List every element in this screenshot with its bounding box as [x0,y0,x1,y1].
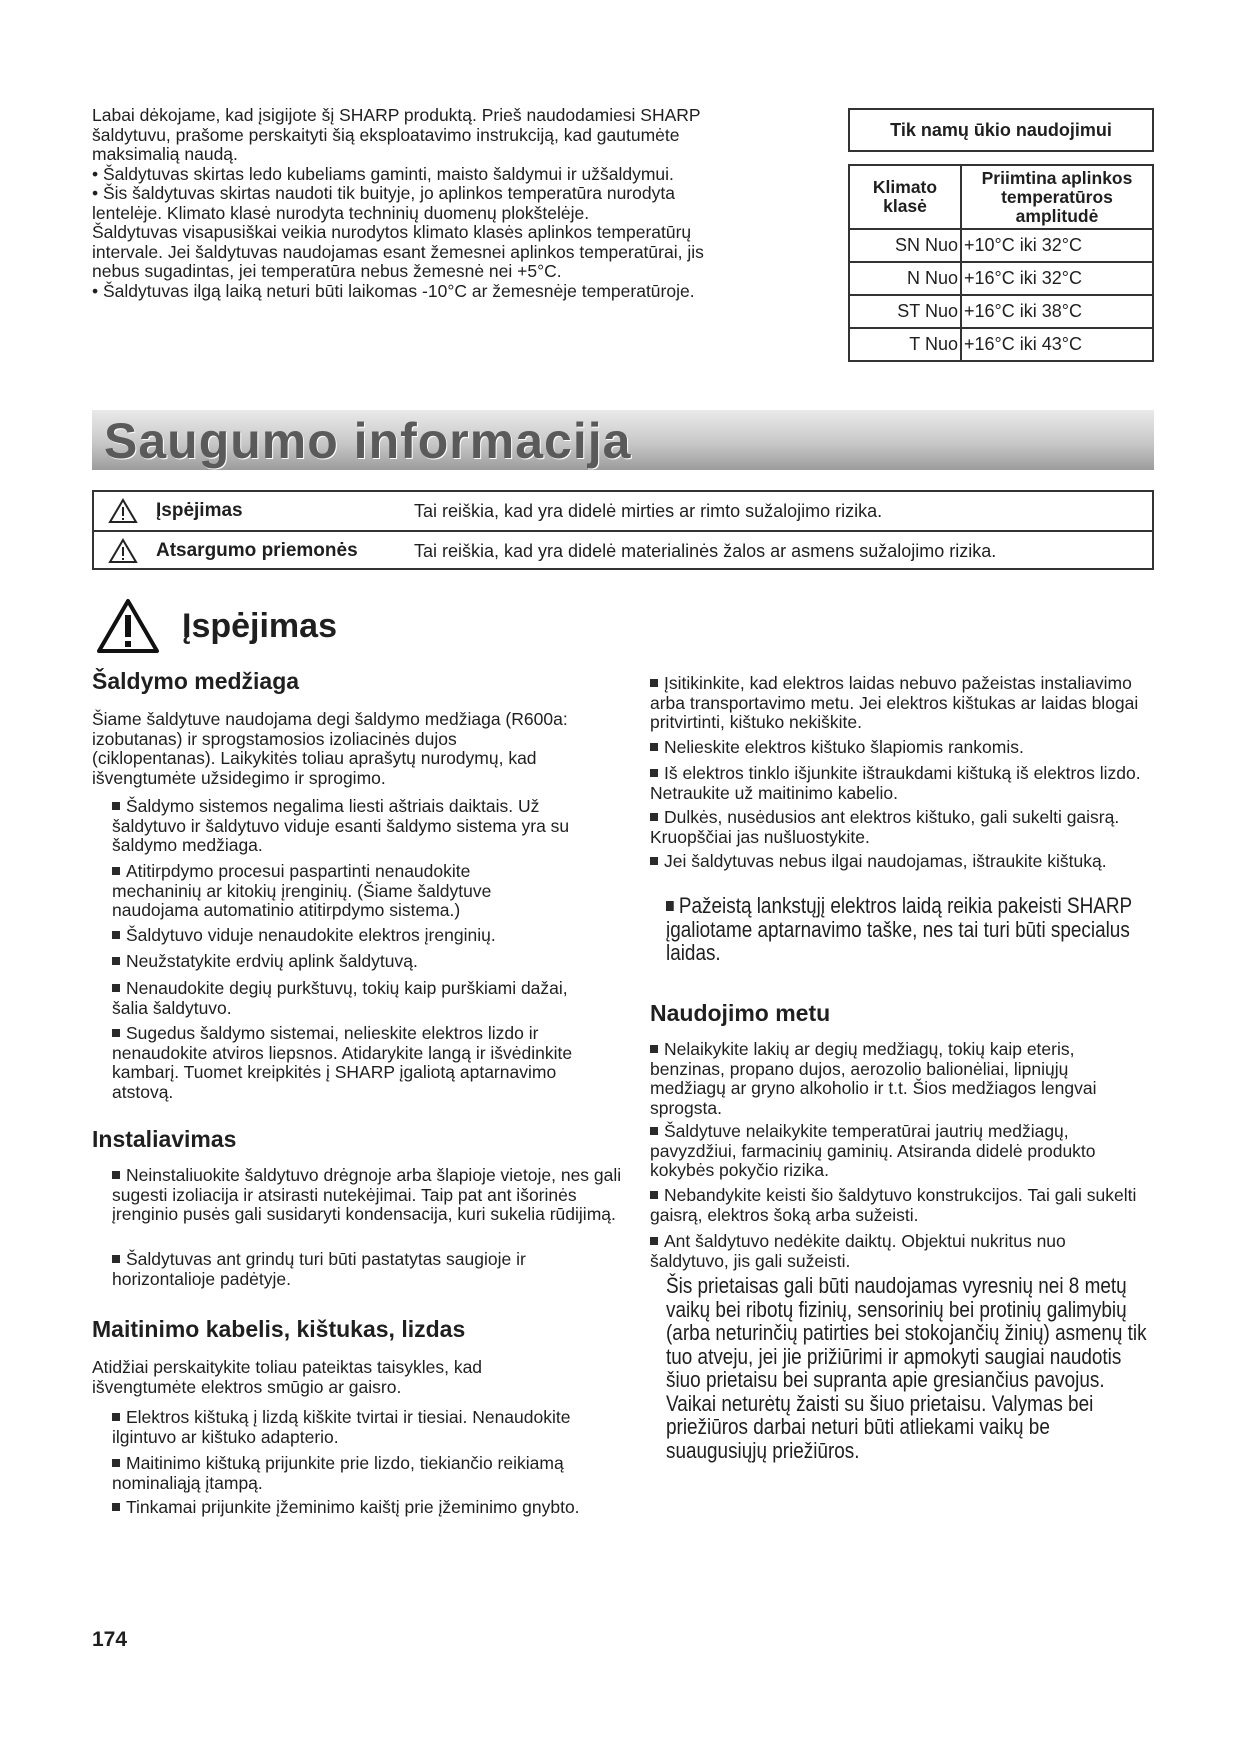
list-item: Šaldymo sistemos negalima liesti aštriais daiktais. Už šaldytuvo ir šaldytuvo viduje esanti šaldymo sistema yra su šaldymo medžiaga. [112,796,570,855]
intro-line: šaldytuvu, prašome perskaityti šią eksploatavimo instrukciją, kad gautumėte [92,124,680,145]
list-item: Nelaikykite lakių ar degių medžiagų, tokių kaip eteris, benzinas, propano dujos, aerozolio balionėliai, lipniųjų medžiagų ar gryno alkoholio ir t.t. Šios medžiagos lengvai sprogsta. [650,1039,1097,1118]
power-heading: Maitinimo kabelis, kištukas, lizdas [92,1316,466,1342]
table-cell: N Nuo [849,262,961,295]
table-cell: +16°C iki 38°C [961,295,1153,328]
table-row [849,262,1153,295]
list-item: Dulkės, nusėdusios ant elektros kištuko, gali sukelti gaisrą. Kruopščiai jas nušluostykite. [650,807,1120,847]
list-item: Sugedus šaldymo sistemai, nelieskite elektros lizdo ir nenaudokite atviros liepsnos. Atidarykite langą ir išvėdinkite kambarį. Tuomet kreipkitės į SHARP įgaliotą aptarnavimo atstovą. [112,1023,573,1102]
list-item: Iš elektros tinklo išjunkite ištraukdami kištuką iš elektros lizdo. Netraukite už maitinimo kabelio. [650,763,1141,803]
list-item: Nelieskite elektros kištuko šlapiomis rankomis. [650,738,1140,758]
warning-triangle-icon [108,538,138,564]
legend-label: Atsargumo priemonės [156,540,358,561]
refrigerant-intro: Šiame šaldytuve naudojama degi šaldymo medžiaga (R600a: izobutanas) ir sprogstamosios izoliacinės dujos (ciklopentanas). Laikykitės toliau aprašytų nurodymų, kad išvengtumėte užsidegimo ir sprogimo. [92,709,568,788]
list-item: Elektros kištuką į lizdą kiškite tvirtai ir tiesiai. Nenaudokite ilgintuvo ar kištuko adapterio. [112,1407,571,1447]
intro-line: Labai dėkojame, kad įsigijote šį SHARP produktą. Prieš naudodamiesi SHARP [92,105,701,125]
table-cell: +10°C iki 32°C [961,229,1153,262]
intro-line: maksimalią naudą. [92,144,238,164]
list-item: Tinkamai prijunkite įžeminimo kaištį prie įžeminimo gnybto. [112,1498,592,1518]
intro-line: intervale. Jei šaldytuvas naudojamas esant žemesnei aplinkos temperatūrai, jis [92,241,704,262]
table-row [849,295,1153,328]
table-cell: +16°C iki 32°C [961,262,1153,295]
legend-row-warning [94,492,1152,530]
list-item: Atitirpdymo procesui paspartinti nenaudokite mechaninių ar kitokių įrenginių. (Šiame šaldytuve naudojama automatinio atitirpdymo sistema.) [112,861,492,920]
household-use-label: Tik namų ūkio naudojimui [848,108,1154,152]
list-item: Šaldytuvo viduje nenaudokite elektros įrenginių. [112,926,592,946]
install-heading: Instaliavimas [92,1126,237,1152]
usage-heading: Naudojimo metu [650,1000,831,1026]
list-item: Neinstaliuokite šaldytuvo drėgnoje arba šlapioje vietoje, nes gali sugesti izoliacija ir atsirasti nutekėjimai. Taip pat ant išorinės įrenginio pusės gali susidaryti kondensacija, kuri sukelia rūdijimą. [112,1165,622,1224]
banner-title: Saugumo informacija [104,413,632,469]
legend-label: Įspėjimas [156,500,243,521]
legend-table [92,490,1154,570]
list-item: Nebandykite keisti šio šaldytuvo konstrukcijos. Tai gali sukelti gaisrą, elektros šoką arba sužeisti. [650,1185,1137,1225]
intro-line: nebus sugadintas, jei temperatūra nebus žemesnė nei +5°C. [92,261,562,281]
warning-triangle-icon [96,598,160,654]
header-climate-class: Klimato klasė [849,165,961,229]
legend-description: Tai reiškia, kad yra didelė materialinės žalos ar asmens sužalojimo rizika. [414,541,997,561]
table-cell: ST Nuo [849,295,961,328]
intro-line: lentelėje. Klimato klasė nurodyta techninių duomenų plokštelėje. [92,202,590,223]
climate-class-table [848,164,1154,362]
table-row [849,229,1153,262]
warning-triangle-icon [108,498,138,524]
intro-line: • Šaldytuvas skirtas ledo kubeliams gaminti, maisto šaldymui ir užšaldymui. [92,163,674,184]
list-item: Jei šaldytuvas nebus ilgai naudojamas, ištraukite kištuką. [650,852,1110,872]
intro-text [92,106,792,301]
list-item: Neužstatykite erdvių aplink šaldytuvą. [112,952,592,972]
list-item: Ant šaldytuvo nedėkite daiktų. Objektui nukritus nuo šaldytuvo, jis gali sužeisti. [650,1231,1066,1271]
legend-description: Tai reiškia, kad yra didelė mirties ar rimto sužalojimo rizika. [414,501,883,521]
table-header-row [849,165,1153,229]
list-item: Šaldytuvas ant grindų turi būti pastatytas saugioje ir horizontalioje padėtyje. [112,1249,526,1289]
list-item: Šaldytuve nelaikykite temperatūrai jautrių medžiagų, pavyzdžiui, farmacinių gaminių. Atsiranda didelė produkto kokybės pokyčio rizika. [650,1121,1096,1180]
page-number: 174 [92,1628,128,1651]
table-cell: +16°C iki 43°C [961,328,1153,361]
refrigerant-heading: Šaldymo medžiaga [92,668,300,694]
power-intro: Atidžiai perskaitykite toliau pateiktas taisykles, kad išvengtumėte elektros smūgio ar gaisro. [92,1357,483,1397]
intro-line: • Šaldytuvas ilgą laiką neturi būti laikomas -10°C ar žemesnėje temperatūroje. [92,280,695,301]
list-item: Maitinimo kištuką prijunkite prie lizdo, tiekiančio reikiamą nominaliąją įtampą. [112,1453,564,1493]
header-temperature-range: Priimtina aplinkos temperatūros amplitudė [961,165,1153,229]
table-row [849,328,1153,361]
cable-note: Pažeistą lankstųjį elektros laidą reikia pakeisti SHARP įgaliotame aptarnavimo taške, nes tai turi būti specialus laidas. [666,893,1132,965]
children-note: Šis prietaisas gali būti naudojamas vyresnių nei 8 metų vaikų bei ribotų fizinių, sensorinių bei protinių galimybių (arba neturinčių patirties bei stokojančių žinių) asmenų tik tuo atveju, jei jie prižiūrimi ir apmokyti saugiai naudotis šiuo prietaisu bei supranta apie gresiančius pavojus. Vaikai neturėtų žaisti su šiuo prietaisu. Valymas bei priežiūros darbai neturi būti atliekami vaikų be suaugusiųjų priežiūros. [666,1273,1147,1463]
list-item: Nenaudokite degių purkštuvų, tokių kaip purškiami dažai, šalia šaldytuvo. [112,978,568,1018]
list-item: Įsitikinkite, kad elektros laidas nebuvo pažeistas instaliavimo arba transportavimo metu. Jei elektros kištukas ar laidas blogai pritvirtinti, kištuko nekiškite. [650,673,1139,732]
table-cell: SN Nuo [849,229,961,262]
warning-heading: Įspėjimas [182,607,337,645]
legend-row-caution [94,530,1152,570]
intro-line: Šaldytuvas visapusiškai veikia nurodytos klimato klasės aplinkos temperatūrų [92,222,692,242]
intro-line: • Šis šaldytuvas skirtas naudoti tik buityje, jo aplinkos temperatūra nurodyta [92,183,675,203]
table-cell: T Nuo [849,328,961,361]
section-banner [92,410,1154,470]
